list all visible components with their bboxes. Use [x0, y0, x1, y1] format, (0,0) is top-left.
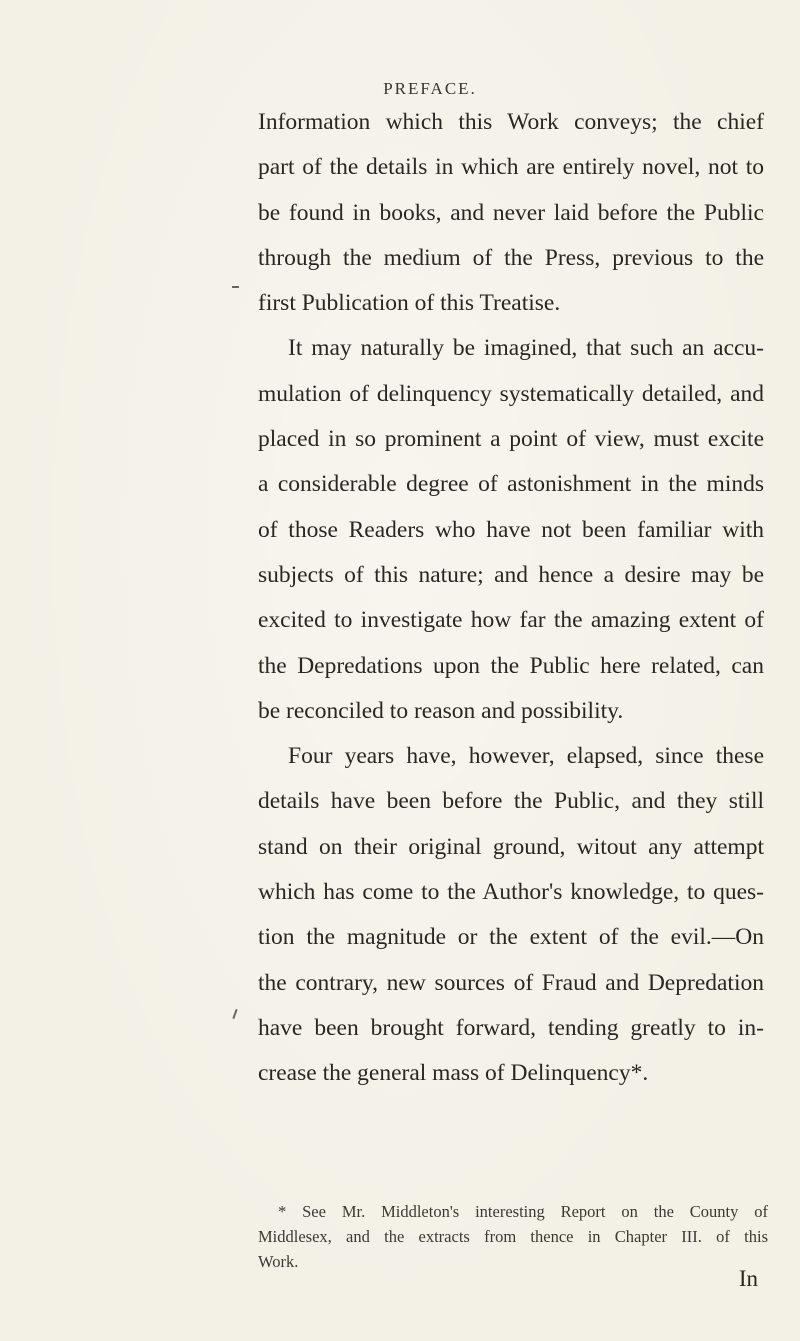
text-line: It may naturally be imagined, that such an accu-	[288, 335, 764, 362]
footnote	[258, 1199, 768, 1274]
text-line: mulation of delinquency systematically detailed, and	[258, 380, 764, 407]
text-line: the Depredations upon the Public here related, can	[258, 652, 764, 679]
margin-dash	[232, 286, 239, 288]
text-line: be reconciled to reason and possibility.	[258, 697, 624, 724]
text-line: have been brought forward, tending greatly to in-	[258, 1014, 764, 1041]
text-line: be found in books, and never laid before the Public	[258, 199, 764, 226]
running-head: PREFACE.	[383, 79, 477, 98]
text-line: of those Readers who have not been familiar with	[258, 516, 764, 543]
text-line: tion the magnitude or the extent of the evil.—On	[258, 924, 764, 951]
text-line: placed in so prominent a point of view, must excite	[258, 426, 764, 453]
text-line: details have been before the Public, and they still	[258, 788, 764, 815]
body-text	[258, 100, 764, 1097]
text-line: the contrary, new sources of Fraud and Depredation	[258, 969, 764, 996]
text-line: first Publication of this Treatise.	[258, 290, 561, 317]
text-line: subjects of this nature; and hence a desire may be	[258, 561, 764, 588]
footnote-line: Work.	[258, 1252, 299, 1271]
text-line: crease the general mass of Delinquency*.	[258, 1060, 649, 1087]
text-line: excited to investigate how far the amazing extent of	[258, 607, 764, 634]
text-line: a considerable degree of astonishment in the minds	[258, 471, 764, 498]
text-line: part of the details in which are entirely novel, not to	[258, 154, 764, 181]
text-line: through the medium of the Press, previous to the	[258, 244, 764, 271]
footnote-line: Middlesex, and the extracts from thence in Chapter III. of this	[258, 1227, 768, 1246]
text-line: stand on their original ground, witout any attempt	[258, 833, 764, 860]
text-line: Information which this Work conveys; the chief	[258, 109, 764, 135]
text-line: Four years have, however, elapsed, since these	[288, 743, 764, 770]
catchword: In	[738, 1266, 758, 1291]
footnote-line: * See Mr. Middleton's interesting Report on the County of	[278, 1202, 768, 1221]
margin-speck	[232, 1009, 237, 1019]
text-line: which has come to the Author's knowledge, to ques-	[258, 879, 764, 906]
